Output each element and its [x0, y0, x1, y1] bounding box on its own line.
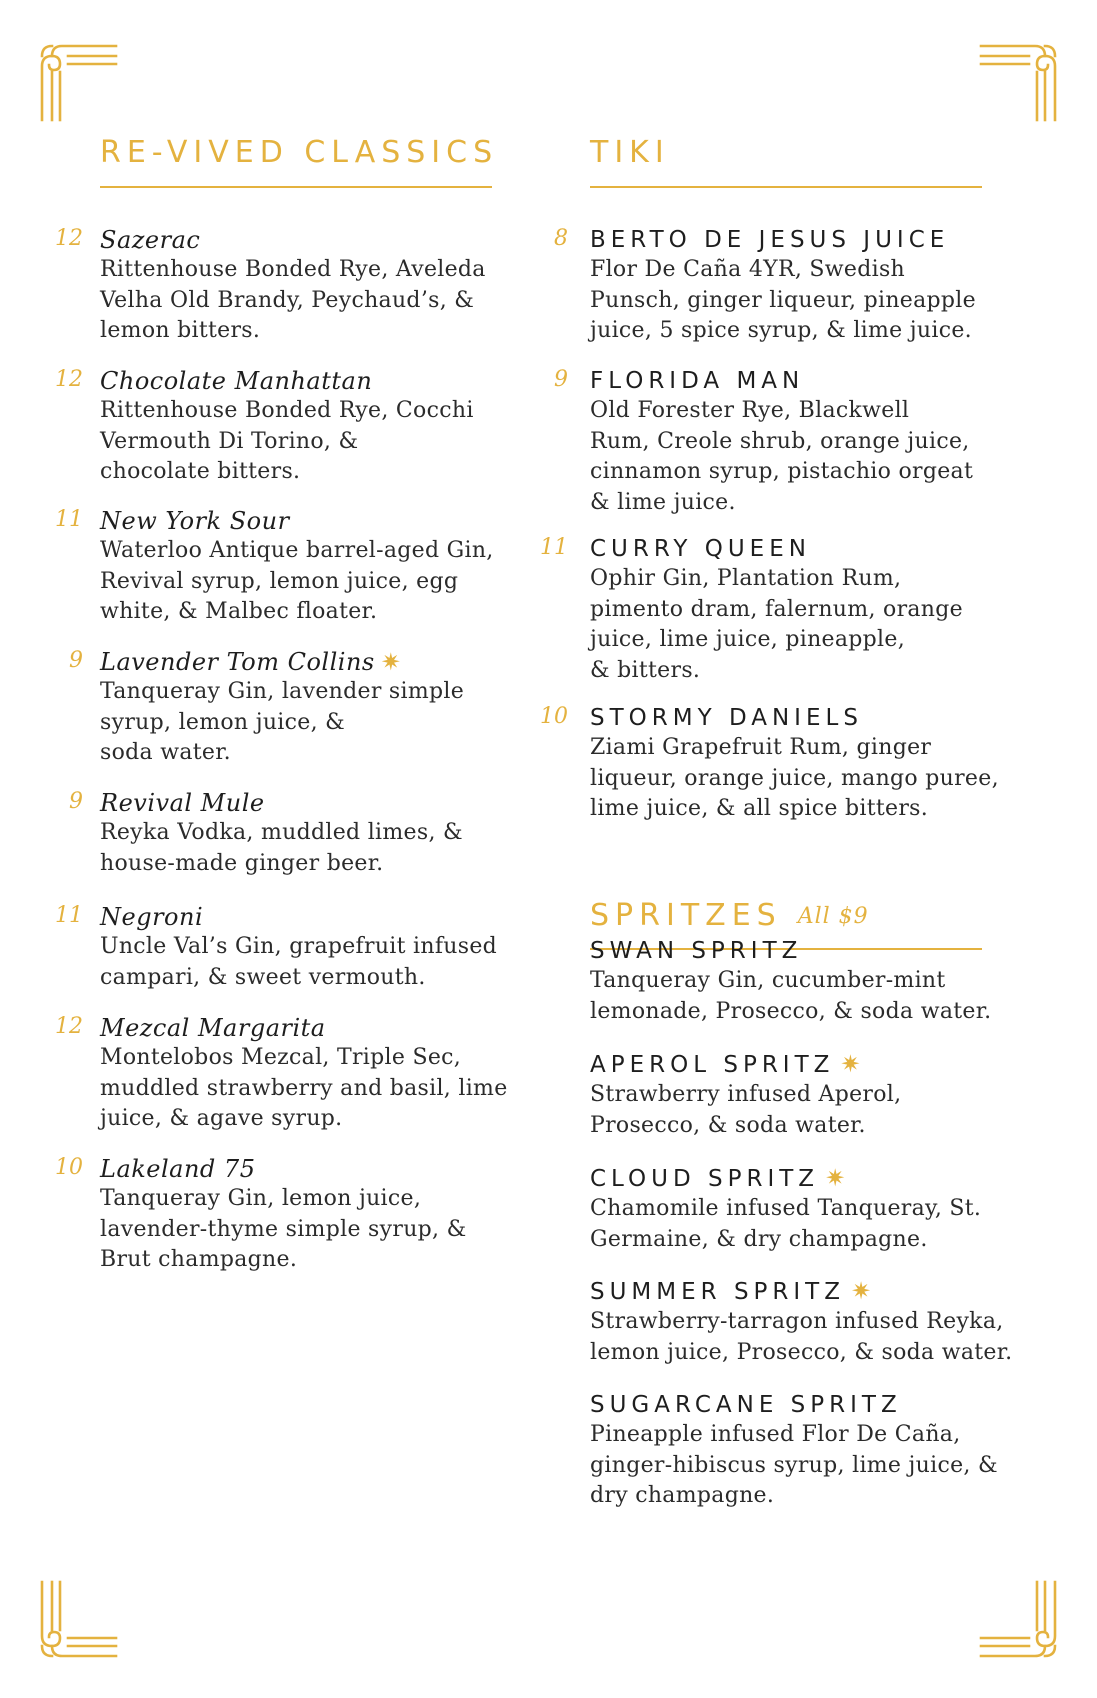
price-label: 10 — [540, 704, 568, 729]
corner-ornament-bottom-left — [38, 1578, 120, 1660]
price-label: 11 — [55, 507, 83, 532]
featured-star-icon: ✷ — [851, 1277, 877, 1305]
drink-name — [100, 647, 464, 677]
drink-name — [590, 534, 963, 564]
drink-description: Flor De Caña 4YR, Swedish Punsch, ginger liqueur, pineapple juice, 5 spice syrup, & lime juice. — [590, 257, 976, 343]
item-text-column — [100, 366, 474, 488]
drink-name — [590, 703, 999, 733]
item-text-column — [590, 936, 991, 1027]
drink-name-text: STORMY DANIELS — [590, 705, 863, 731]
item-text-column — [590, 1163, 981, 1255]
price-label: 12 — [55, 1014, 83, 1039]
item-text-column — [100, 1154, 467, 1276]
featured-star-icon: ✷ — [380, 648, 402, 676]
drink-name-text: SUMMER SPRITZ — [590, 1279, 845, 1305]
item-text-column — [100, 1013, 508, 1135]
price-label: 9 — [554, 367, 568, 392]
item-text-column — [100, 225, 486, 347]
drink-name — [590, 1049, 901, 1080]
item-text-column — [590, 1390, 998, 1512]
drink-name — [100, 788, 463, 818]
item-text-column — [590, 703, 999, 825]
drink-name — [100, 225, 486, 255]
drink-name-text: FLORIDA MAN — [590, 368, 805, 394]
drink-description: Ziami Grapefruit Rum, ginger liqueur, orange juice, mango puree, lime juice, & all spice bitters. — [590, 735, 999, 821]
drink-name-text: SWAN SPRITZ — [590, 938, 803, 964]
drink-name-text: New York Sour — [100, 507, 290, 535]
drink-name-text: Chocolate Manhattan — [100, 367, 373, 395]
price-label: 11 — [540, 535, 568, 560]
spritzes-section-title: SPRITZES — [590, 898, 782, 933]
drink-name — [590, 1276, 1012, 1307]
price-label: 10 — [55, 1155, 83, 1180]
drink-description: Strawberry infused Aperol, Prosecco, & soda water. — [590, 1082, 902, 1138]
corner-ornament-top-left — [38, 42, 120, 124]
drink-name — [100, 366, 474, 396]
drink-description: Tanqueray Gin, cucumber-mint lemonade, Prosecco, & soda water. — [590, 968, 992, 1024]
drink-name-text: Sazerac — [100, 226, 201, 254]
drink-name — [100, 1013, 508, 1043]
item-text-column — [100, 788, 463, 879]
featured-star-icon: ✷ — [825, 1164, 851, 1192]
drink-name — [590, 225, 976, 255]
drink-description: Ophir Gin, Plantation Rum, pimento dram, falernum, orange juice, lime juice, pineapple, & bitters. — [590, 566, 963, 683]
tiki-section-title: TIKI — [590, 135, 670, 170]
drink-name — [590, 1390, 998, 1420]
price-label: 9 — [69, 648, 83, 673]
tiki-section-rule — [590, 186, 982, 188]
spritzes-section-header — [590, 898, 869, 933]
drink-description: Old Forester Rye, Blackwell Rum, Creole shrub, orange juice, cinnamon syrup, pistachio orgeat & lime juice. — [590, 398, 974, 515]
drink-name — [590, 1163, 981, 1194]
drink-name-text: Revival Mule — [100, 789, 265, 817]
item-text-column — [590, 1276, 1012, 1368]
featured-star-icon: ✷ — [840, 1050, 866, 1078]
price-label: 12 — [55, 367, 83, 392]
drink-name-text: Lavender Tom Collins — [100, 648, 375, 676]
drink-name-text: APEROL SPRITZ — [590, 1052, 835, 1078]
drink-description: Reyka Vodka, muddled limes, & house-made ginger beer. — [100, 820, 463, 876]
price-label: 9 — [69, 789, 83, 814]
item-text-column — [590, 534, 963, 686]
classics-section-rule — [100, 186, 492, 188]
drink-name-text: Mezcal Margarita — [100, 1014, 326, 1042]
price-label: 12 — [55, 226, 83, 251]
drink-name — [100, 902, 497, 932]
item-text-column — [100, 506, 494, 628]
item-text-column — [590, 366, 973, 518]
item-text-column — [590, 1049, 901, 1141]
drink-name-text: CLOUD SPRITZ — [590, 1166, 820, 1192]
drink-name-text: SUGARCANE SPRITZ — [590, 1392, 902, 1418]
item-text-column — [100, 902, 497, 993]
drink-description: Tanqueray Gin, lavender simple syrup, lemon juice, & soda water. — [100, 679, 465, 765]
drink-name-text: BERTO DE JESUS JUICE — [590, 227, 950, 253]
drink-name — [590, 936, 991, 966]
drink-description: Rittenhouse Bonded Rye, Cocchi Vermouth Di Torino, & chocolate bitters. — [100, 398, 474, 484]
item-text-column — [100, 647, 464, 769]
drink-description: Uncle Val’s Gin, grapefruit infused campari, & sweet vermouth. — [100, 934, 498, 990]
drink-description: Tanqueray Gin, lemon juice, lavender-thyme simple syrup, & Brut champagne. — [100, 1186, 467, 1272]
drink-name — [100, 1154, 467, 1184]
drink-description: Rittenhouse Bonded Rye, Aveleda Velha Old Brandy, Peychaud’s, & lemon bitters. — [100, 257, 486, 343]
price-label: 8 — [554, 226, 568, 251]
drink-name-text: Negroni — [100, 903, 204, 931]
drink-name-text: Lakeland 75 — [100, 1155, 256, 1183]
drink-name — [590, 366, 973, 396]
drink-description: Pineapple infused Flor De Caña, ginger-hibiscus syrup, lime juice, & dry champagne. — [590, 1422, 998, 1508]
corner-ornament-bottom-right — [977, 1578, 1059, 1660]
drink-name-text: CURRY QUEEN — [590, 536, 811, 562]
item-text-column — [590, 225, 976, 347]
drink-description: Strawberry-tarragon infused Reyka, lemon juice, Prosecco, & soda water. — [590, 1309, 1013, 1365]
corner-ornament-top-right — [977, 42, 1059, 124]
drink-name — [100, 506, 494, 536]
spritzes-price-note: All $9 — [797, 904, 869, 929]
classics-section-title: RE-VIVED CLASSICS — [100, 135, 499, 170]
drink-description: Montelobos Mezcal, Triple Sec, muddled strawberry and basil, lime juice, & agave syrup. — [100, 1045, 508, 1131]
price-label: 11 — [55, 903, 83, 928]
drink-description: Chamomile infused Tanqueray, St. Germaine, & dry champagne. — [590, 1196, 982, 1252]
drink-description: Waterloo Antique barrel-aged Gin, Revival syrup, lemon juice, egg white, & Malbec floater. — [100, 538, 494, 624]
